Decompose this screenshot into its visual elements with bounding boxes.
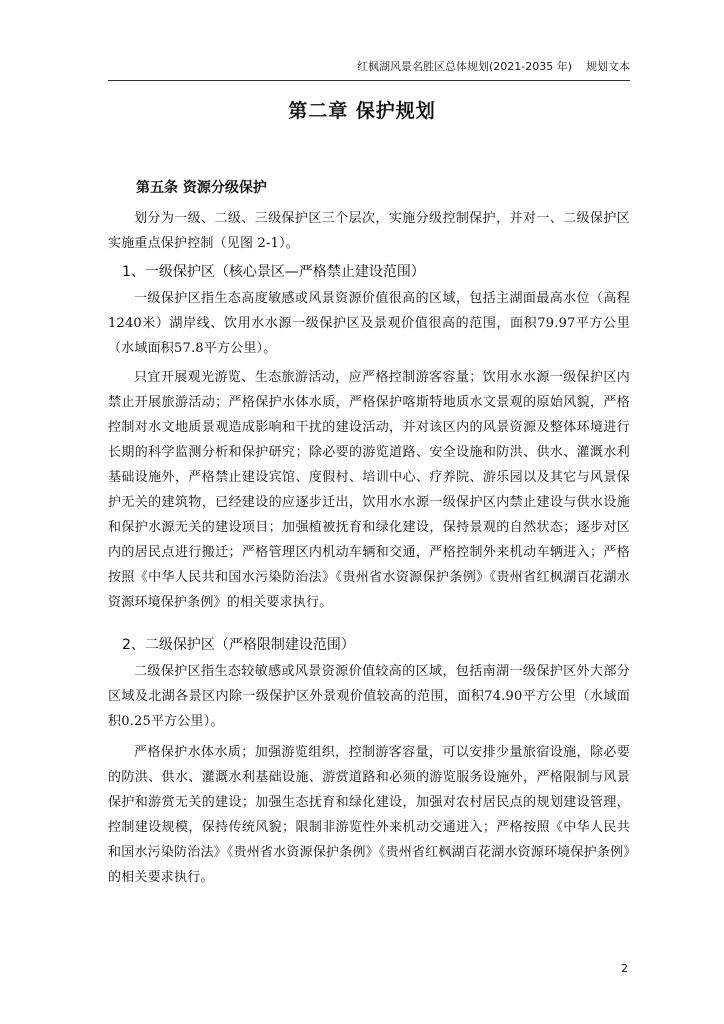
page-number: 2 [621, 962, 628, 975]
section-2-paragraph-1: 二级保护区指生态较敏感或风景资源价值较高的区域，包括南湖一级保护区外大部分区域及北湖各景区内除一级保护区外景观价值较高的范围，面积74.90平方公里（水域面积0.25平方公里）。 [108, 664, 630, 729]
running-header [108, 58, 630, 81]
header-doc-type: 规划文本 [586, 60, 630, 73]
header-doc-title: 红枫湖风景名胜区总体规划(2021-2035 年) [356, 60, 572, 73]
document-body [108, 178, 630, 890]
section-1-paragraph-2: 只宜开展观光游览、生态旅游活动，应严格控制游客容量；饮用水水源一级保护区内禁止开展旅游活动；严格保护水体水质，严格保护喀斯特地质水文景观的原始风貌，严格控制对水文地质景观造成影响和干扰的建设活动，并对该区内的风景资源及整体环境进行长期的科学监测分析和保护研究；除必要的游览道路、安全设施和防洪、供水、灌溉水利基础设施外，严格禁止建设宾馆、度假村、培训中心、疗养院、游乐园以及其它与风景保护无关的建筑物，已经建设的应逐步迁出，饮用水水源一级保护区内禁止建设与供水设施和保护水源无关的建设项目；加强植被抚育和绿化建设，保持景观的自然状态；逐步对区内的居民点进行搬迁；严格管理区内机动车辆和交通，严格控制外来机动车辆进入；严格按照《中华人民共和国水污染防治法》《贵州省水资源保护条例》《贵州省红枫湖百花湖水资源环境保护条例》的相关要求执行。 [108, 370, 630, 610]
article-heading: 第五条 资源分级保护 [136, 180, 267, 196]
chapter-title: 第二章 保护规划 [288, 100, 436, 122]
section-1-heading: 1、一级保护区（核心景区—严格禁止建设范围） [122, 264, 425, 280]
section-2-paragraph-2: 严格保护水体水质；加强游览组织，控制游客容量，可以安排少量旅宿设施，除必要的防洪、供水、灌溉水利基础设施、游赏道路和必须的游览服务设施外，严格限制与风景保护和游赏无关的建设；加强生态抚育和绿化建设，加强对农村居民点的规划建设管理，控制建设规模，保持传统风貌；限制非游览性外来机动交通进入；严格按照《中华人民共和国水污染防治法》《贵州省水资源保护条例》《贵州省红枫湖百花湖水资源环境保护条例》的相关要求执行。 [108, 745, 630, 885]
article-intro: 划分为一级、二级、三级保护区三个层次，实施分级控制保护，并对一、二级保护区实施重点保护控制（见图 2-1）。 [108, 211, 630, 251]
section-2-heading: 2、二级保护区（严格限制建设范围） [122, 637, 355, 653]
section-1-paragraph-1: 一级保护区指生态高度敏感或风景资源价值很高的区域，包括主湖面最高水位（高程1240米）湖岸线、饮用水水源一级保护区及景观价值很高的范围，面积79.97平方公里（水域面积57.8平方公里）。 [108, 291, 630, 356]
